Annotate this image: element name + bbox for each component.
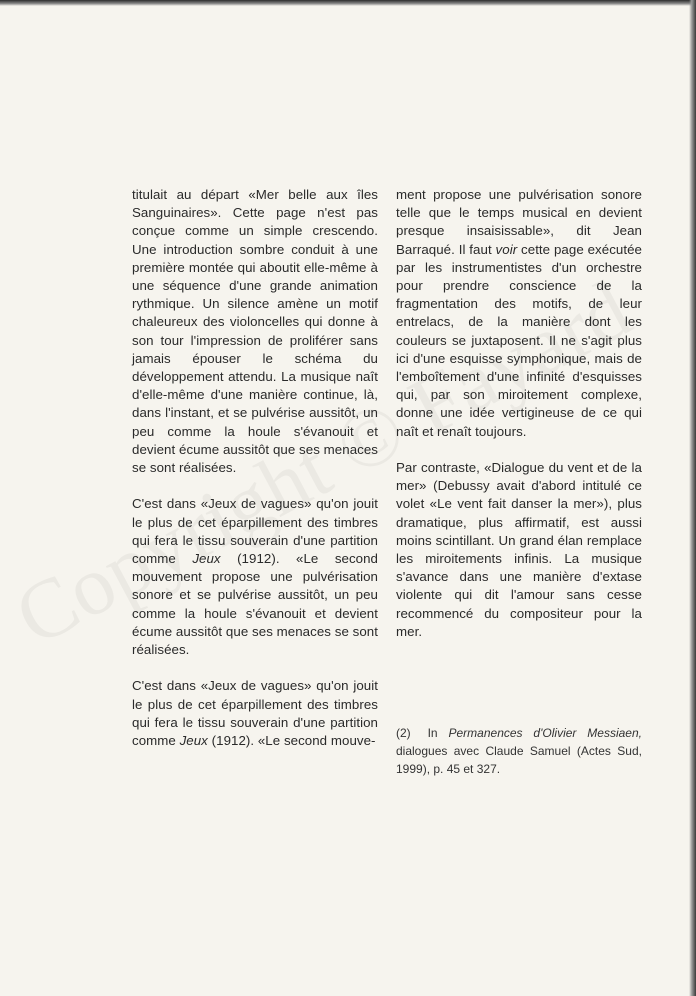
paragraph-text: ment propose une pulvérisation sonore telle que le temps musical en devient presque insaisissable», dit Jean Barraqué. Il faut xyxy=(396,187,642,257)
paragraph-text: (1912). «Le second mouvement propose une pulvérisation sonore et se pulvérise aussitôt, un peu comme la houle s'évanouit et devient écume aussitôt que ses menaces se sont réalisées. xyxy=(132,551,378,658)
paragraph: titulait au départ «Mer belle aux îles Sanguinaires». Cette page n'est pas conçue comme un simple crescendo. Une introduction sombre conduit à une première montée qui aboutit elle-même à une séquence d'une grande animation rythmique. Un silence amène un motif chaleureux des violoncelles qui donne à son tour l'impression de proliférer sans jamais épouser le schéma du développement attendu. La musique naît d'elle-même d'une manière continue, là, dans l'instant, et se pulvérise aussitôt, un peu comme la houle s'évanouit et devient écume aussitôt que ses menaces se sont réalisées. xyxy=(132,187,378,476)
emphasis: voir xyxy=(495,241,518,257)
footnote xyxy=(396,724,642,779)
paragraph-text: C'est dans «Jeux de vagues» qu'on jouit le plus de cet éparpillement des timbres qui fera le tissu souverain d'une partition comme xyxy=(132,496,378,567)
footnote-number: (2) xyxy=(396,726,411,740)
footnote-text: dialogues avec Claude Samuel (Actes Sud, 1999), p. 45 et 327. xyxy=(396,744,642,777)
paragraph-text: (1912). «Le second mouve- xyxy=(211,733,376,749)
scan-edge-top xyxy=(0,0,696,6)
right-text-column xyxy=(396,186,642,641)
paragraph: Par contraste, «Dialogue du vent et de la mer» (Debussy avait d'abord intitulé ce volet «Le vent fait danser la mer»), plus dramatique, plus affirmatif, est aussi moins scintillant. Un grand élan remplace les miroitements infinis. La musique s'avance dans une manière d'extase violente qui dit l'amour sans cesse recommencé du compositeur pour la mer. xyxy=(396,460,642,639)
paragraph xyxy=(396,186,642,441)
paragraph-text: C'est dans «Jeux de vagues» qu'on jouit le plus de cet éparpillement des timbres qui fera le tissu souverain d'une partition comme xyxy=(132,678,378,749)
left-text-column xyxy=(132,186,378,750)
work-title: Jeux xyxy=(192,551,221,567)
paragraph xyxy=(132,495,378,659)
scan-edge-right xyxy=(689,0,696,996)
paragraph xyxy=(132,677,378,750)
footnote-text: In xyxy=(427,726,438,740)
work-title: Jeux xyxy=(179,733,208,749)
footnote-book-title: Permanences d'Olivier Messiaen, xyxy=(448,726,642,740)
paragraph-text: cette page exécutée par les instrumentistes d'un orchestre pour prendre conscience de la fragmentation des motifs, de leur entrelacs, de la manière dont les couleurs se juxtaposent. Il ne s'agit plus ici d'une esquisse symphonique, mais de l'emboîtement d'une infinité d'esquisses qui, par son miroitement complexe, donne une idée vertigineuse de ce qui naît et renaît toujours. xyxy=(396,241,642,439)
